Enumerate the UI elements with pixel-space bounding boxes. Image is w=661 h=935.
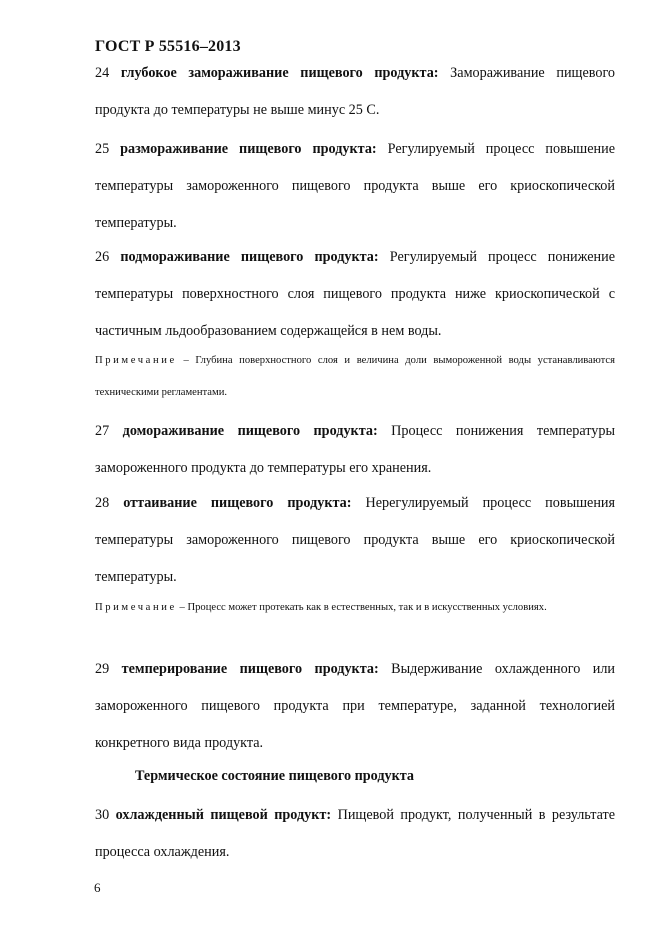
entry-term: глубокое замораживание пищевого продукта: [120,65,439,81]
entry-term: охлажденный пищевой продукт: [115,807,332,823]
entry-number: 29 [95,661,110,677]
entry-number: 24 [95,65,110,81]
document-header: ГОСТ Р 55516–2013 [95,38,241,55]
term-entry-28 [95,485,615,596]
term-entry-24 [95,55,615,129]
entry-term: подмораживание пищевого продукта: [120,249,379,265]
entry-definition: Регулируемый процесс повышение температуры замороженного пищевого продукта выше его криоскопической температуры. [95,141,616,231]
entry-definition: Выдерживание охлажденного или замороженного пищевого продукта при температуре, заданной технологией конкретного вида продукта. [95,661,616,751]
entry-term: размораживание пищевого продукта: [120,141,377,157]
note-2 [95,592,615,624]
entry-definition: Процесс понижения температуры замороженного продукта до температуры его хранения. [95,423,616,476]
page-number: 6 [94,880,101,895]
note-label: Примечание [95,355,177,366]
entry-term: домораживание пищевого продукта: [122,423,378,439]
entry-term: оттаивание пищевого продукта: [123,495,352,511]
entry-number: 30 [95,807,110,823]
term-entry-29 [95,651,615,762]
entry-number: 25 [95,141,110,157]
term-entry-27 [95,413,615,487]
note-text: – Глубина поверхностного слоя и величина доли вымороженной воды устанавливаются техническими регламентами. [95,355,615,398]
note-1 [95,345,615,409]
entry-term: темперирование пищевого продукта: [121,661,379,677]
note-text: – Процесс может протекать как в естественных, так и в искусственных условиях. [179,602,547,613]
entry-number: 28 [95,495,110,511]
entry-number: 27 [95,423,110,439]
section-heading: Термическое состояние пищевого продукта [135,768,415,784]
term-entry-26 [95,239,615,350]
entry-definition: Регулируемый процесс понижение температуры поверхностного слоя пищевого продукта ниже криоскопической с частичным льдообразованием содержащейся в нем воды. [95,249,616,339]
entry-definition: Пищевой продукт, полученный в результате процесса охлаждения. [95,807,616,860]
term-entry-30 [95,797,615,871]
term-entry-25 [95,131,615,242]
entry-definition: Нерегулируемый процесс повышения температуры замороженного пищевого продукта выше его криоскопической температуры. [95,495,616,585]
entry-number: 26 [95,249,110,265]
note-label: Примечание [95,602,177,613]
entry-definition: Замораживание пищевого продукта до температуры не выше минус 25 С. [95,65,616,118]
